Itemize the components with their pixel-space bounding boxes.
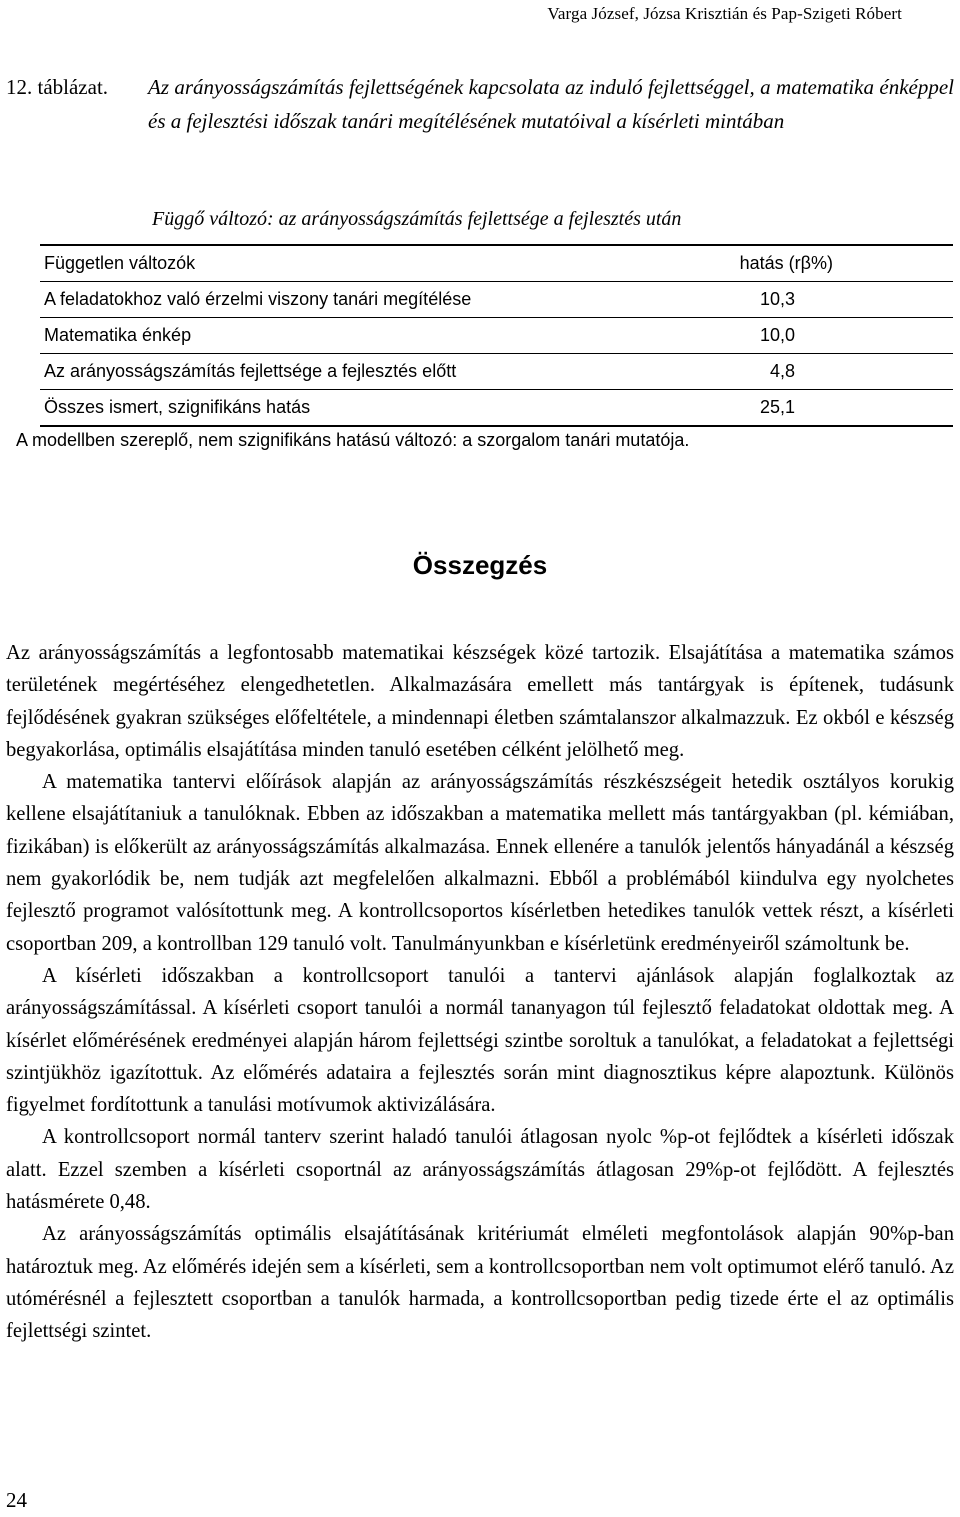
row-value: 4,8: [769, 361, 795, 381]
section-title: Összegzés: [412, 550, 548, 580]
table-row: [40, 353, 953, 389]
row-value: 10,3: [759, 289, 795, 309]
row-label: A feladatokhoz való érzelmi viszony tanári megítélése: [44, 289, 472, 309]
row-label: Az arányosságszámítás fejlettsége a fejlesztés előtt: [44, 361, 457, 381]
section-body: [6, 637, 954, 1348]
row-value: 10,0: [759, 325, 795, 345]
table-row: [40, 317, 953, 353]
running-header-authors: Varga József, Józsa Krisztián és Pap-Szigeti Róbert: [547, 4, 902, 23]
row-label: Matematika énkép: [44, 325, 192, 345]
table-row-total: [40, 389, 953, 427]
dependent-variable: Függő változó: az arányosságszámítás fejlettsége a fejlesztés után: [152, 208, 682, 230]
table-caption-text: Az arányosságszámítás fejlettségének kapcsolata az induló fejlettséggel, a matematika énképpel és a fejlesztési időszak tanári megítélésének mutatóival a kísérleti mintában: [148, 75, 954, 133]
table-caption: [6, 70, 954, 138]
column-header-effect: hatás (rβ%): [739, 253, 833, 273]
results-table: [40, 244, 953, 427]
paragraph: A matematika tantervi előírások alapján az arányosságszámítás részkészségeit hetedik osztályos korukig kellene elsajátítaniuk a tanulóknak. Ebben az időszakban a matematika mellett más tantárgyakban (pl. kémiában, fizikában) is előkerült az arányosságszámítás alkalmazása. Ennek ellenére a tanulók jelentős hányadánál a készség nem gyakorlódik be, nem tudják azt megfelelően alkalmazni. Ebből a problémából kiindulva egy nyolchetes fejlesztő programot valósítottunk meg. A kontrollcsoportos kísérletben hetedikes tanulók vettek részt, a kísérleti csoportban 209, a kontrollban 129 tanuló volt. Tanulmányunkban e kísérletünk eredményeiről számoltunk be.: [6, 771, 954, 955]
page-number: 24: [6, 1488, 27, 1512]
table-row: [40, 281, 953, 317]
row-value: 25,1: [759, 397, 795, 417]
paragraph: Az arányosságszámítás a legfontosabb matematikai készségek közé tartozik. Elsajátítása a matematika számos területének megértéséhez elengedhetetlen. Alkalmazására emellett más tantárgyak is építenek, tudásunk fejlődésének gyakran szükséges előfeltétele, a mindennapi életben számtalanszor alkalmazzuk. Ez okból e készség begyakorlása, optimális elsajátítása minden tanuló esetében célként jelölhető meg.: [6, 642, 954, 761]
paragraph: A kísérleti időszakban a kontrollcsoport tanulói a tantervi ajánlások alapján foglalkoztak az arányosságszámítással. A kísérleti csoport tanulói a normál tananyagon túl fejlesztő feladatokat oldottak meg. A kísérlet előmérésének eredményei alapján három fejlettségi szintbe soroltuk a tanulókat, a feladatokat a fejlettségi szintjükhöz igazítottuk. Az előmérés adataira a fejlesztés során mint diagnosztikus képre alapoztunk. Különös figyelmet fordítottunk a tanulási motívumok aktivizálására.: [6, 964, 954, 1117]
table-note: A modellben szereplő, nem szignifikáns hatású változó: a szorgalom tanári mutatója.: [16, 430, 690, 450]
column-header-independent-variables: Független változók: [44, 253, 196, 273]
row-label: Összes ismert, szignifikáns hatás: [44, 397, 311, 417]
paragraph: A kontrollcsoport normál tanterv szerint haladó tanulói átlagosan nyolc %p-ot fejlődtek a kísérleti időszak alatt. Ezzel szemben a kísérleti csoportnál az arányosságszámítás átlagosan 29%p-ot fejlődött. A fejlesztés hatásmérete 0,48.: [6, 1126, 954, 1214]
paragraph: Az arányosságszámítás optimális elsajátításának kritériumát elméleti megfontolások alapján 90%p-ban határoztuk meg. Az előmérés idején sem a kísérleti, sem a kontrollcsoportban nem volt optimumot elérő tanuló. Az utómérésnél a fejlesztett csoportban a tanulók harmada, a kontrollcsoportban pedig tizede érte el az optimális fejlettségi szintet.: [6, 1223, 954, 1343]
table-label: 12. táblázat.: [6, 75, 109, 99]
table-header-row: [40, 244, 953, 281]
